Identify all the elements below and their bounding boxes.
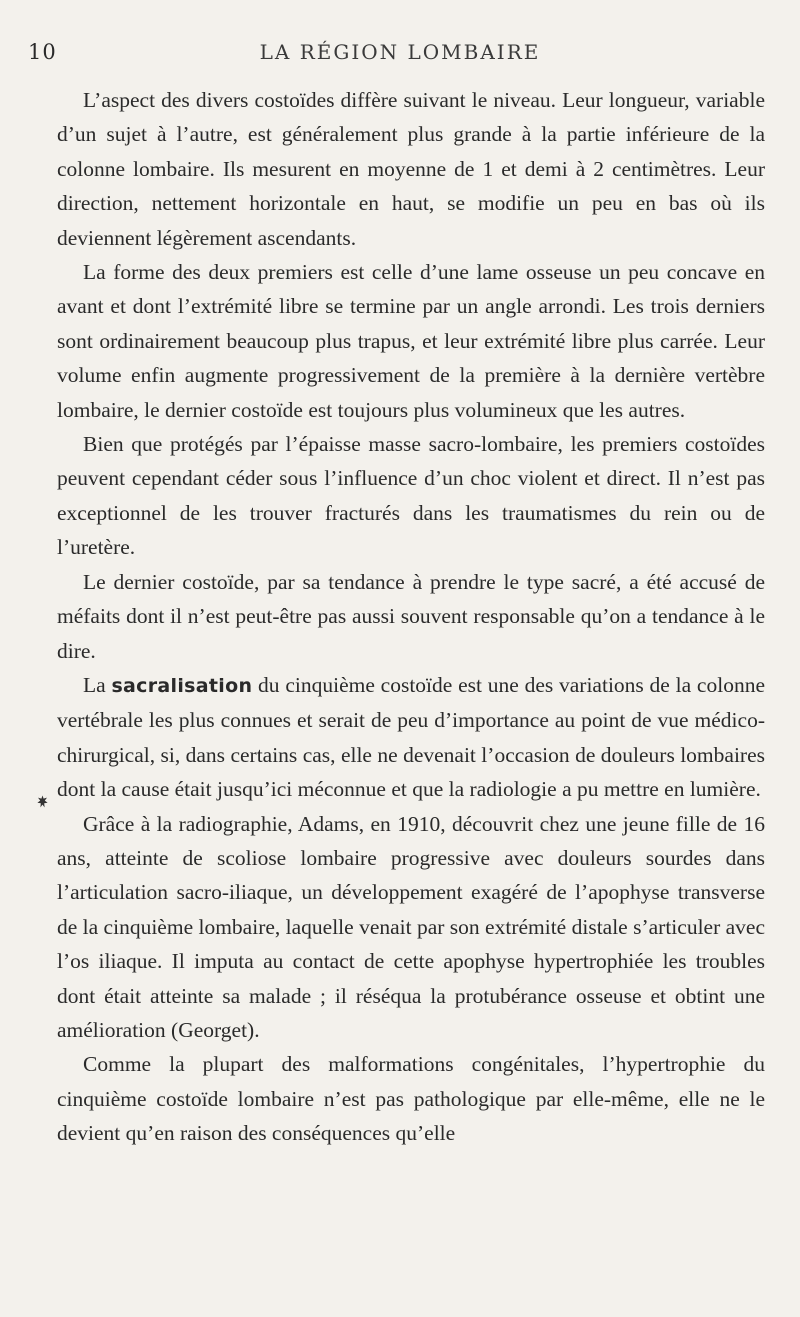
running-title: LA RÉGION LOMBAIRE — [259, 40, 541, 64]
paragraph — [57, 427, 765, 565]
paragraph-text: Comme la plupart des malformations congénitales, l’hypertrophie du cinquième costoïde lombaire n’est pas pathologique par elle-même, elle ne le devient qu’en raison des conséquences qu’elle — [57, 1052, 765, 1146]
paragraph-text: Bien que protégés par l’épaisse masse sacro-lombaire, les premiers costoïdes peuvent cependant céder sous l’influence d’un choc violent et direct. Il n’est pas exceptionnel de les trouver fracturés dans les traumatismes du rein ou de l’uretère. — [57, 432, 765, 560]
running-header — [28, 40, 772, 70]
paragraph-lead: La — [83, 672, 112, 697]
paragraph-text: du cinquième costoïde est une des variations de la colonne vertébrale les plus connues et serait de peu d’importance au point de vue médico-chirurgical, si, dans certains cas, elle ne devenait l’occasion de douleurs lombaires dont la cause était jusqu’ici méconnue et que la radiologie a pu mettre en lumière. — [57, 672, 765, 802]
paragraph — [57, 565, 765, 668]
paragraph-text: La forme des deux premiers est celle d’une lame osseuse un peu concave en avant et dont l’extrémité libre se termine par un angle arrondi. Les trois derniers sont ordinairement beaucoup plus trapus, et leur extrémité libre plus carrée. Leur volume enfin augmente progressivement de la première à la dernière vertèbre lombaire, le dernier costoïde est toujours plus volumineux que les autres. — [57, 260, 765, 422]
paragraph — [57, 255, 765, 427]
paragraph-text: Grâce à la radiographie, Adams, en 1910, découvrit chez une jeune fille de 16 ans, atteinte de scoliose lombaire progressive avec douleurs sourdes dans l’articulation sacro-iliaque, un développement exagéré de l’apophyse transverse de la cinquième lombaire, laquelle venait par son extrémité distale s’articuler avec l’os iliaque. Il imputa au contact de cette apophyse hypertrophiée les troubles dont était atteinte sa malade ; il réséqua la protubérance osseuse et obtint une amélioration (Georget). — [57, 811, 765, 1042]
paragraph — [57, 83, 765, 255]
paragraph — [57, 807, 765, 1048]
body-text — [57, 83, 765, 1151]
page-number: 10 — [28, 40, 57, 64]
margin-mark-icon — [37, 795, 48, 808]
paragraph-text: Le dernier costoïde, par sa tendance à prendre le type sacré, a été accusé de méfaits dont il n’est peut-être pas aussi souvent responsable qu’on a tendance à le dire. — [57, 569, 765, 663]
emphasized-term: sacralisation — [111, 674, 253, 697]
paragraph-text: L’aspect des divers costoïdes diffère suivant le niveau. Leur longueur, variable d’un sujet à l’autre, est généralement plus grande à la partie inférieure de la colonne lombaire. Ils mesurent en moyenne de 1 et demi à 2 centimètres. Leur direction, nettement horizontale en haut, se modifie un peu en bas où ils deviennent légèrement ascendants. — [57, 88, 765, 250]
paragraph — [57, 668, 765, 807]
paragraph — [57, 1047, 765, 1150]
